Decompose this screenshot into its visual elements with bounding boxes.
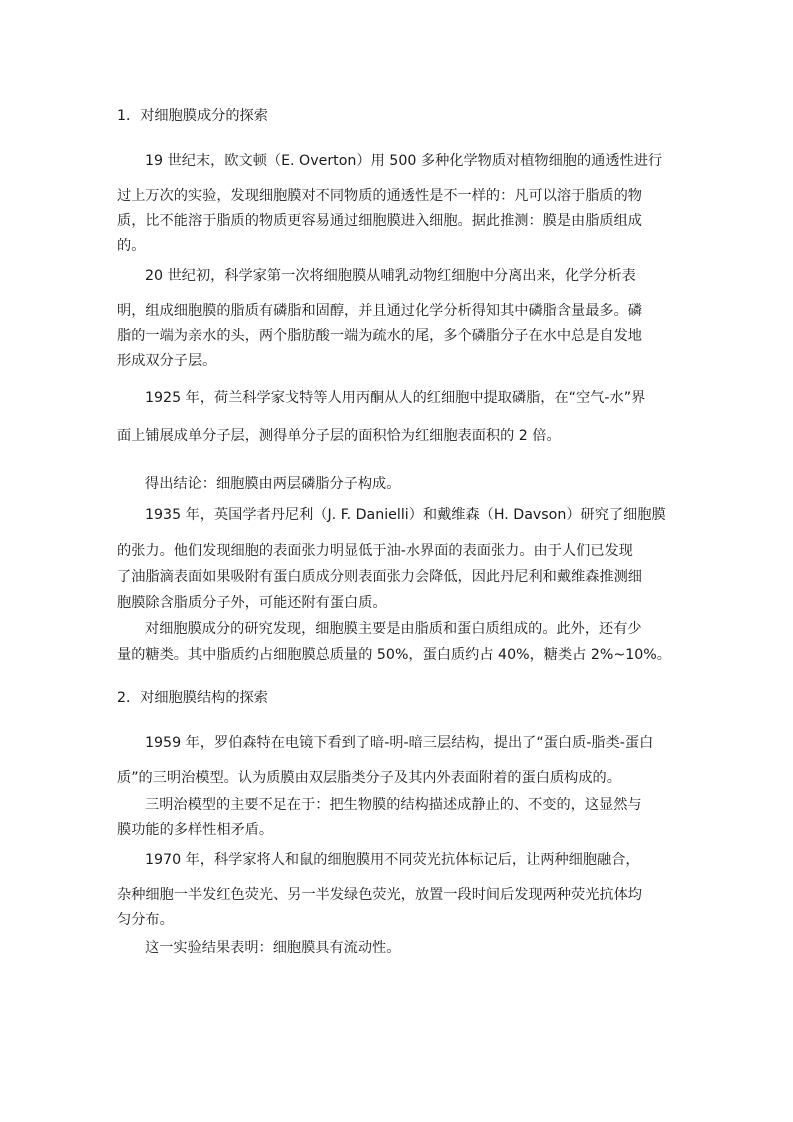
paragraph-line: 胞膜除含脂质分子外，可能还附有蛋白质。 (117, 595, 387, 611)
paragraph-line: 19 世纪末，欧文顿（E. Overton）用 500 多种化学物质对植物细胞的通透性进行 (145, 153, 663, 169)
paragraph-line: 质”的三明治模型。认为质膜由双层脂类分子及其内外表面附着的蛋白质构成的。 (117, 770, 621, 786)
paragraph-line: 杂种细胞一半发红色荧光、另一半发绿色荧光，放置一段时间后发现两种荧光抗体均 (117, 887, 642, 903)
paragraph-line: 1970 年，科学家将人和鼠的细胞膜用不同荧光抗体标记后，让两种细胞融合， (145, 852, 640, 868)
section-heading-membrane-structure: 2．对细胞膜结构的探索 (117, 690, 268, 706)
paragraph-line: 三明治模型的主要不足在于：把生物膜的结构描述成静止的、不变的，这显然与 (145, 797, 642, 813)
paragraph-line: 质，比不能溶于脂质的物质更容易通过细胞膜进入细胞。据此推测：膜是由脂质组成 (117, 213, 642, 229)
final-conclusion-line: 这一实验结果表明：细胞膜具有流动性。 (145, 940, 401, 956)
paragraph-line: 1959 年，罗伯森特在电镜下看到了暗-明-暗三层结构，提出了“蛋白质-脂类-蛋白 (145, 735, 654, 751)
paragraph-line: 匀分布。 (117, 912, 174, 928)
paragraph-line: 膜功能的多样性相矛盾。 (117, 822, 274, 838)
conclusion-line: 得出结论：细胞膜由两层磷脂分子构成。 (145, 476, 401, 492)
paragraph-line: 了油脂滴表面如果吸附有蛋白质成分则表面张力会降低，因此丹尼利和戴维森推测细 (117, 569, 642, 585)
paragraph-line: 量的糖类。其中脂质约占细胞膜总质量的 50%，蛋白质约占 40%，糖类占 2%~10%。 (117, 647, 671, 663)
paragraph-line: 脂的一端为亲水的头，两个脂肪酸一端为疏水的尾，多个磷脂分子在水中总是自发地 (117, 328, 642, 344)
paragraph-line: 1925 年，荷兰科学家戈特等人用丙酮从人的红细胞中提取磷脂，在“空气-水”界 (145, 390, 646, 406)
paragraph-line: 的张力。他们发现细胞的表面张力明显低于油-水界面的表面张力。由于人们已发现 (117, 543, 633, 559)
paragraph-line: 对细胞膜成分的研究发现，细胞膜主要是由脂质和蛋白质组成的。此外，还有少 (145, 621, 642, 637)
paragraph-line: 面上铺展成单分子层，测得单分子层的面积恰为红细胞表面积的 2 倍。 (117, 428, 561, 444)
paragraph-line: 的。 (117, 238, 146, 254)
paragraph-line: 形成双分子层。 (117, 353, 217, 369)
paragraph-line: 明，组成细胞膜的脂质有磷脂和固醇，并且通过化学分析得知其中磷脂含量最多。磷 (117, 303, 642, 319)
paragraph-line: 20 世纪初，科学家第一次将细胞膜从哺乳动物红细胞中分离出来，化学分析表 (145, 268, 636, 284)
paragraph-line: 1935 年，英国学者丹尼利（J. F. Danielli）和戴维森（H. Davson）研究了细胞膜 (145, 507, 666, 523)
section-heading-membrane-composition: 1．对细胞膜成分的探索 (117, 108, 268, 124)
paragraph-line: 过上万次的实验，发现细胞膜对不同物质的通透性是不一样的：凡可以溶于脂质的物 (117, 188, 642, 204)
